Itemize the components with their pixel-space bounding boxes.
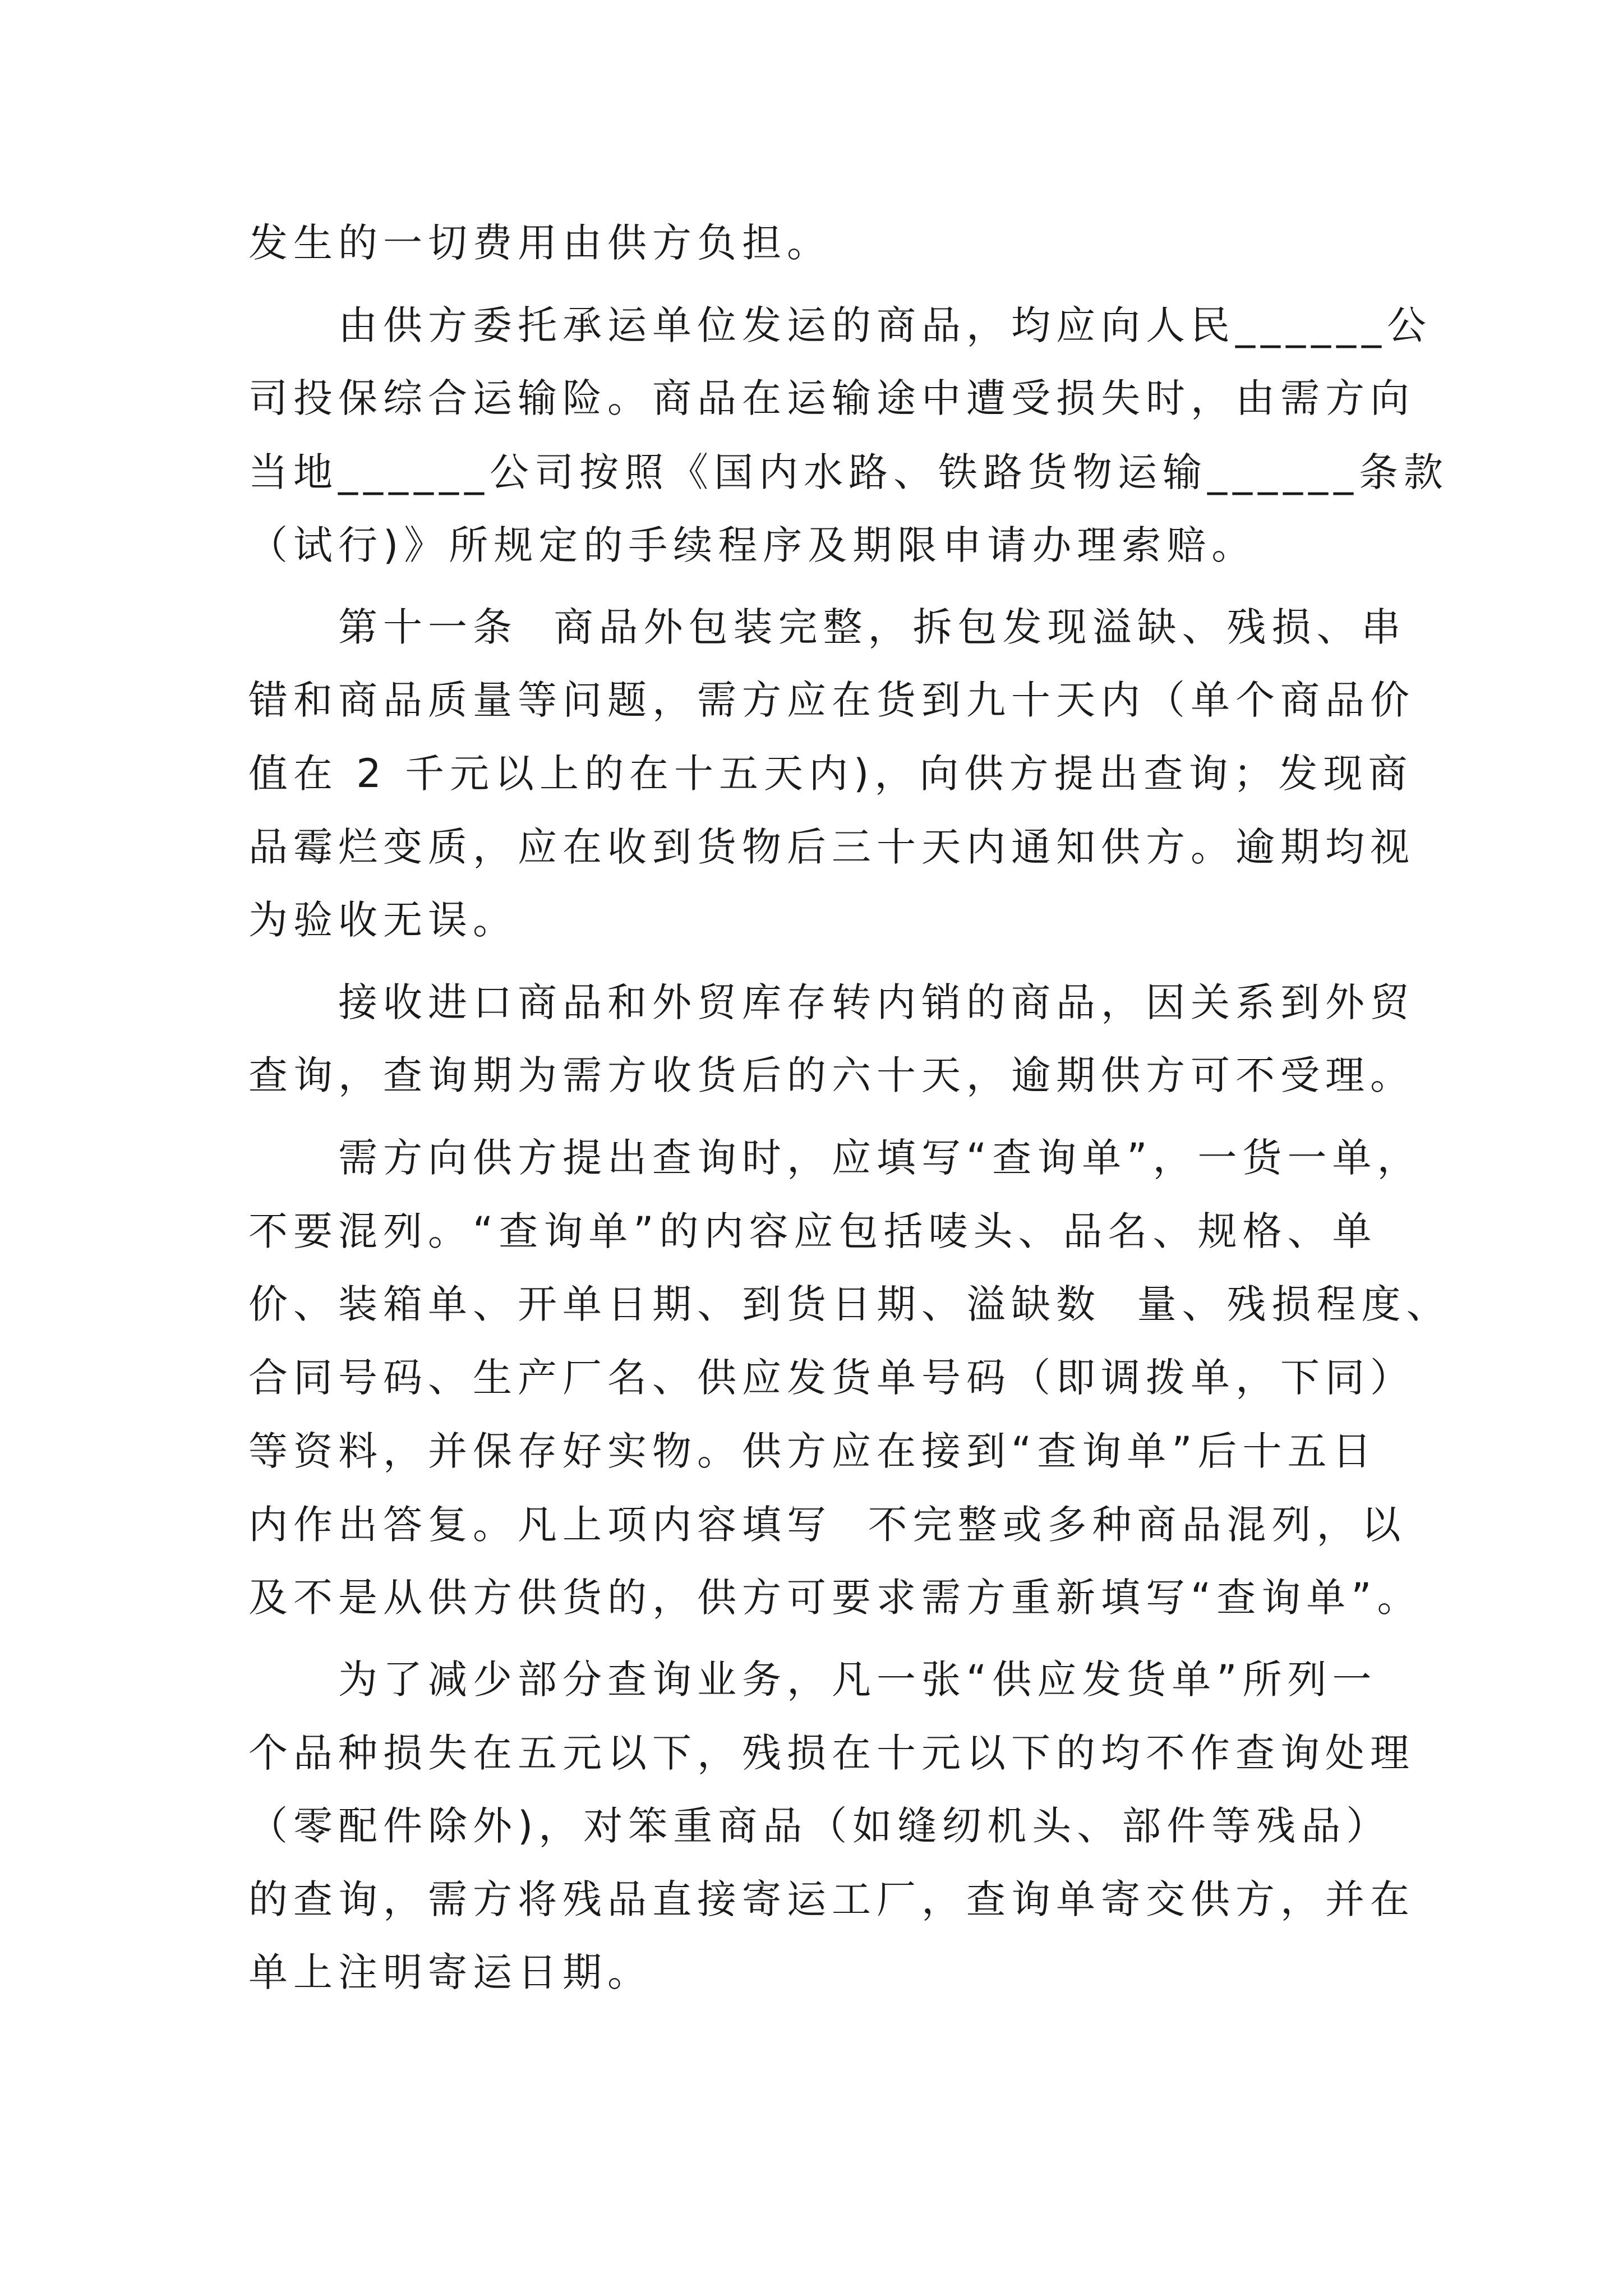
text-line: 的查询，需方将残品直接寄运工厂，查询单寄交供方，并在 [248, 1876, 1415, 1922]
text-line: 合同号码、生产厂名、供应发货单号码（即调拨单，下同） [248, 1355, 1415, 1401]
text-line: 值在 2 千元以上的在十五天内)，向供方提出查询；发现商 [248, 751, 1413, 797]
text-line: 为验收无误。 [248, 897, 518, 943]
text-line: （零配件除外)，对笨重商品（如缝纫机头、部件等残品） [248, 1803, 1391, 1849]
text-line: 及不是从供方供货的，供方可要求需方重新填写“查询单”。 [248, 1575, 1422, 1621]
text-line: 不要混列。“查询单”的内容应包括唛头、品名、规格、单 [248, 1208, 1377, 1254]
text-line: （试行)》所规定的手续程序及期限申请办理索赔。 [248, 522, 1257, 568]
text-line: 单上注明寄运日期。 [248, 1949, 652, 1995]
paragraph-first-line: 由供方委托承运单位发运的商品，均应向人民______公 [338, 302, 1432, 348]
text-line: 当地______公司按照《国内水路、铁路货物运输______条款 [248, 449, 1449, 495]
text-line: 等资料，并保存好实物。供方应在接到“查询单”后十五日 [248, 1428, 1377, 1474]
paragraph-first-line: 为了减少部分查询业务，凡一张“供应发货单”所列一 [338, 1657, 1377, 1703]
text-line: 司投保综合运输险。商品在运输途中遭受损失时，由需方向 [248, 375, 1415, 421]
text-line: 发生的一切费用由供方负担。 [248, 220, 832, 266]
paragraph-first-line: 接收进口商品和外贸库存转内销的商品，因关系到外贸 [338, 979, 1415, 1025]
article-heading-line: 第十一条 商品外包装完整，拆包发现溢缺、残损、串 [338, 604, 1407, 650]
paragraph-first-line: 需方向供方提出查询时，应填写“查询单”，一货一单， [338, 1135, 1422, 1181]
text-line: 查询，查询期为需方收货后的六十天，逾期供方可不受理。 [248, 1052, 1415, 1098]
text-line: 错和商品质量等问题，需方应在货到九十天内（单个商品价 [248, 677, 1415, 723]
text-line: 内作出答复。凡上项内容填写 不完整或多种商品混列，以 [248, 1502, 1407, 1548]
text-line: 品霉烂变质，应在收到货物后三十天内通知供方。逾期均视 [248, 824, 1415, 870]
text-line: 价、装箱单、开单日期、到货日期、溢缺数 量、残损程度、 [248, 1281, 1451, 1327]
text-line: 个品种损失在五元以下，残损在十元以下的均不作查询处理 [248, 1730, 1415, 1776]
